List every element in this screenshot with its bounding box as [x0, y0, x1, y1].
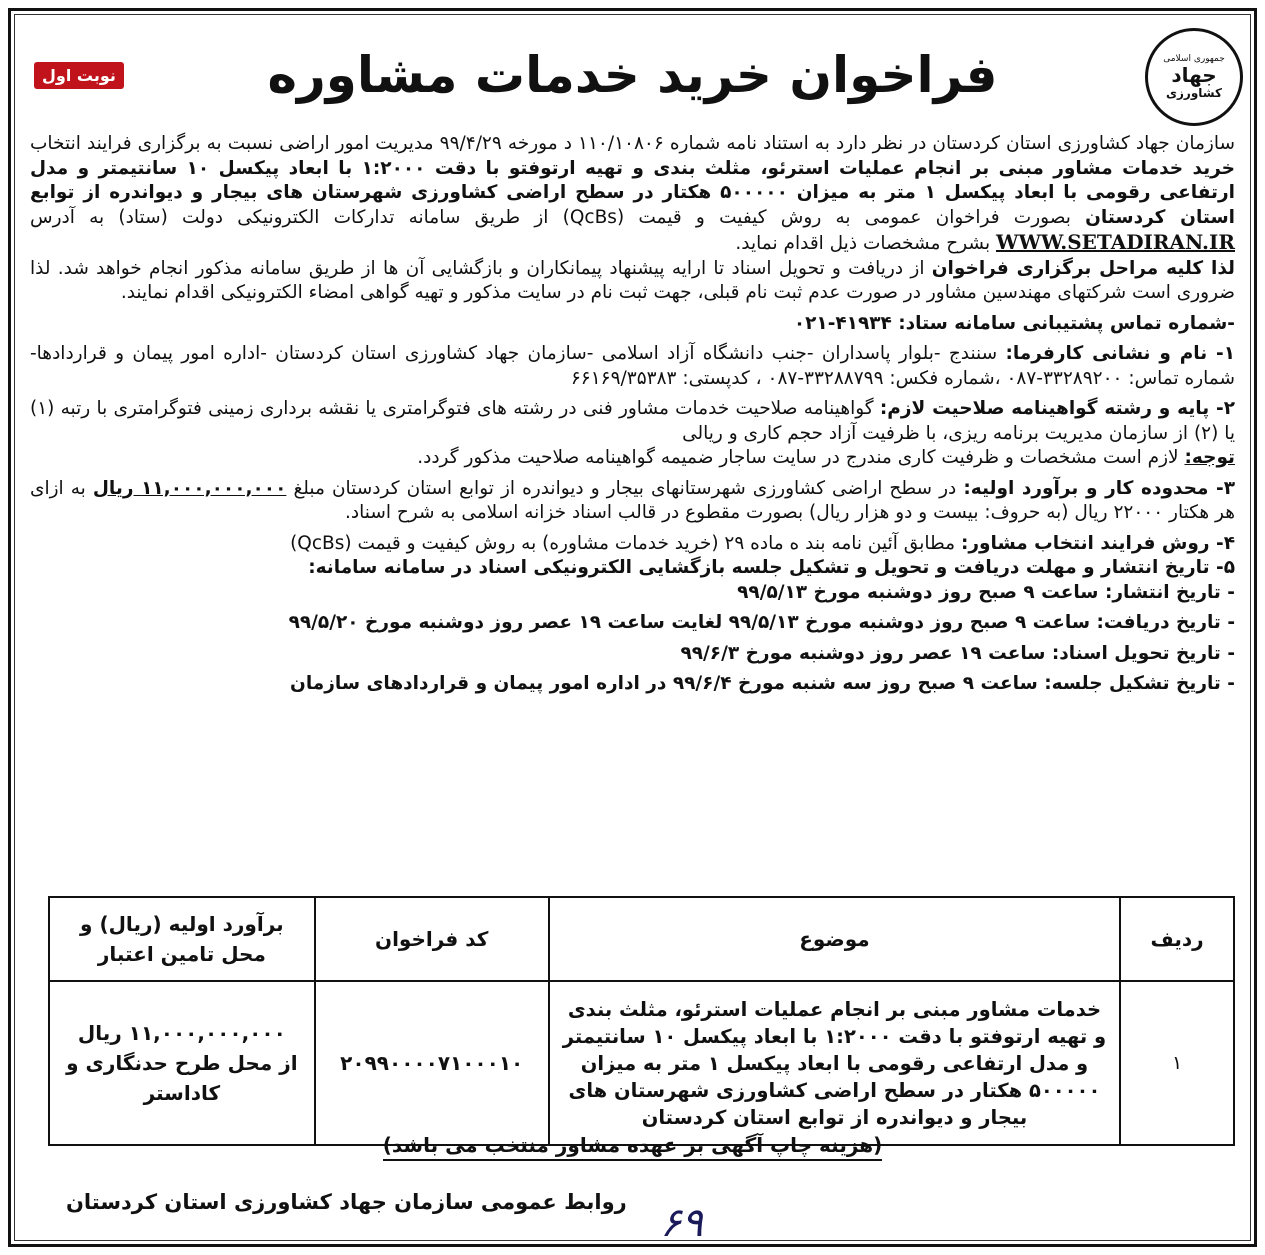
public-relations-signature: روابط عمومی سازمان جهاد کشاورزی استان کردستان [66, 1190, 627, 1214]
date-receive: - تاریخ دریافت: ساعت ۹ صبح روز دوشنبه مورخ ۹۹/۵/۱۳ لغایت ساعت ۱۹ عصر روز دوشنبه مورخ ۹۹/۵/۲۰ [288, 612, 1235, 633]
logo-line-3: کشاورزی [1166, 86, 1222, 100]
item-2-text: گواهینامه صلاحیت خدمات مشاور فنی در رشته های فتوگرامتری یا نقشه برداری زمینی فتوگرامتری با رتبه (۱) یا (۲) از سازمان مدیریت برنامه ریزی، با ظرفیت آزاد حجم کاری و ریالی [30, 398, 1235, 444]
item-4-label: ۴- روش فرایند انتخاب مشاور: [960, 532, 1235, 554]
note-text: لازم است مشخصات و ظرفیت کاری مندرج در سایت ساجار ضمیمه گواهینامه صلاحیت مذکور گردد. [417, 447, 1179, 468]
intro-line-1: سازمان جهاد کشاورزی استان کردستان در نظر دارد به استناد نامه شماره ۱۱۰/۱۰۸۰۶ د مورخه ۹۹/۴/۲۹ مدیریت امور اراضی نسبت به برگزاری فرایند انتخاب [30, 133, 1235, 154]
header-estimate: برآورد اولیه (ریال) و محل تامین اعتبار [49, 897, 315, 981]
item-3-amount: ۱۱,۰۰۰,۰۰۰,۰۰۰ ریال [92, 477, 287, 499]
cell-estimate [49, 981, 315, 1145]
first-round-badge: نوبت اول [34, 62, 124, 89]
note [30, 446, 1235, 471]
header-row-number: ردیف [1120, 897, 1234, 981]
item-5-dates-label: ۵- تاریخ انتشار و مهلت دریافت و تحویل و تشکیل جلسه بازگشایی الکترونیکی اسناد در سامانه سامانه: [308, 557, 1235, 578]
item-3-scope [30, 477, 1235, 526]
print-cost-text: (هزینه چاپ آگهی بر عهده مشاور منتخب می باشد) [383, 1133, 883, 1161]
page-number: ۶۹ [660, 1200, 703, 1246]
item-4-text: مطابق آئین نامه بند ه ماده ۲۹ (خرید خدمات مشاوره) به روش کیفیت و قیمت (QcBs) [290, 532, 956, 554]
process-label: لذا کلیه مراحل برگزاری فراخوان [931, 257, 1235, 279]
item-3-text-2: به ازای هر هکتار ۲۲۰۰۰ ریال (به حروف: بیست و دو هزار ریال) بصورت مقطوع در قالب اسناد خزانه اسلامی به شرح اسناد. [30, 477, 1235, 523]
cell-code: ۲۰۹۹۰۰۰۰۷۱۰۰۰۱۰ [315, 981, 549, 1145]
intro-paragraph [30, 132, 1235, 257]
item-1-text: سنندج -بلوار پاسداران -جنب دانشگاه آزاد اسلامی -سازمان جهاد کشاورزی استان کردستان -اداره امور پیمان و قراردادها- شماره تماس: ۳۳۲۸۹۲۰۰-۰۸۷ ،شماره فکس: ۳۳۲۸۸۷۹۹-۰۸۷ ، کدپستی: ۶۶۱۶۹/۳۵۳۸۳ [30, 343, 1235, 389]
header-subject: موضوع [549, 897, 1120, 981]
intro-method: بصورت فراخوان عمومی به روش کیفیت و قیمت (QcBs) از طریق سامانه تدارکات الکترونیکی دولت (ستاد) به آدرس [30, 206, 1071, 228]
estimate-source: از محل طرح حدنگاری و کاداستر [66, 1051, 298, 1105]
intro-subject: خرید خدمات مشاور مبنی بر انجام عملیات استرئو، مثلث بندی و تهیه ارتوفتو با دقت ۱:۲۰۰۰ با ابعاد پیکسل ۱۰ سانتیمتر و مدل ارتفاعی رقومی با ابعاد پیکسل ۱ متر به میزان ۵۰۰۰۰۰ هکتار در سطح اراضی کشاورزی شهرستان های بیجار و دیواندره از توابع استان کردستان [30, 157, 1235, 228]
item-2-label: ۲- پایه و رشته گواهینامه صلاحیت لازم: [879, 398, 1235, 419]
logo-line-2: جهاد [1171, 63, 1217, 87]
item-3-label: ۳- محدوده کار و برآورد اولیه: [963, 477, 1235, 499]
logo-line-1: جمهوری اسلامی [1163, 54, 1225, 64]
page-title: فراخوان خرید خدمات مشاوره [267, 46, 998, 104]
jihad-agriculture-logo [1145, 28, 1243, 126]
note-label: توجه: [1184, 447, 1235, 468]
cell-subject: خدمات مشاور مبنی بر انجام عملیات استرئو، مثلث بندی و تهیه ارتوفتو با دقت ۱:۲۰۰۰ با ابعاد پیکسل ۱۰ سانتیمتر و مدل ارتفاعی رقومی با ابعاد پیکسل ۱ متر به میزان ۵۰۰۰۰۰ هکتار در سطح اراضی کشاورزی شهرستان های بیجار و دیواندره از توابع استان کردستان [549, 981, 1120, 1145]
process-text: از دریافت و تحویل اسناد تا ارایه پیشنهاد پیمانکاران و بازگشایی آن ها از طریق سامانه مذکور انجام خواهد شد. لذا ضروری است شرکتهای مهندسین مشاور در صورت عدم ثبت نام قبلی، جهت ثبت نام در سایت مذکور و تهیه گواهی امضاء الکترونیکی اقدام نمایند. [30, 257, 1235, 303]
setad-url-link[interactable]: WWW.SETADIRAN.IR [995, 230, 1235, 254]
estimate-amount: ۱۱,۰۰۰,۰۰۰,۰۰۰ ریال [77, 1021, 286, 1045]
date-deliver: - تاریخ تحویل اسناد: ساعت ۱۹ عصر روز دوشنبه مورخ ۹۹/۶/۳ [680, 642, 1235, 664]
date-publish: - تاریخ انتشار: ساعت ۹ صبح روز دوشنبه مورخ ۹۹/۵/۱۳ [737, 581, 1235, 603]
header-code: کد فراخوان [315, 897, 549, 981]
print-cost-note [0, 1133, 1265, 1157]
item-2-qualification [30, 397, 1235, 446]
item-1-employer [30, 342, 1235, 391]
item-4-method [30, 532, 1235, 557]
date-session: - تاریخ تشکیل جلسه: ساعت ۹ صبح روز سه شنبه مورخ ۹۹/۶/۴ در اداره امور پیمان و قراردادهای سازمان [290, 673, 1235, 694]
intro-end: بشرح مشخصات ذیل اقدام نماید. [735, 233, 991, 254]
support-phone: -شماره تماس پشتیبانی سامانه ستاد: ۴۱۹۳۴-۰۲۱ [793, 312, 1235, 334]
table-header-row [49, 897, 1234, 981]
process-paragraph [30, 257, 1235, 306]
item-1-label: ۱- نام و نشانی کارفرما: [1005, 343, 1235, 364]
announcement-body [30, 132, 1235, 697]
cell-row-number: ۱ [1120, 981, 1234, 1145]
tender-table [48, 896, 1235, 1146]
table-row [49, 981, 1234, 1145]
item-3-text: در سطح اراضی کشاورزی شهرستانهای بیجار و دیواندره از توابع استان کردستان مبلغ [293, 477, 957, 499]
